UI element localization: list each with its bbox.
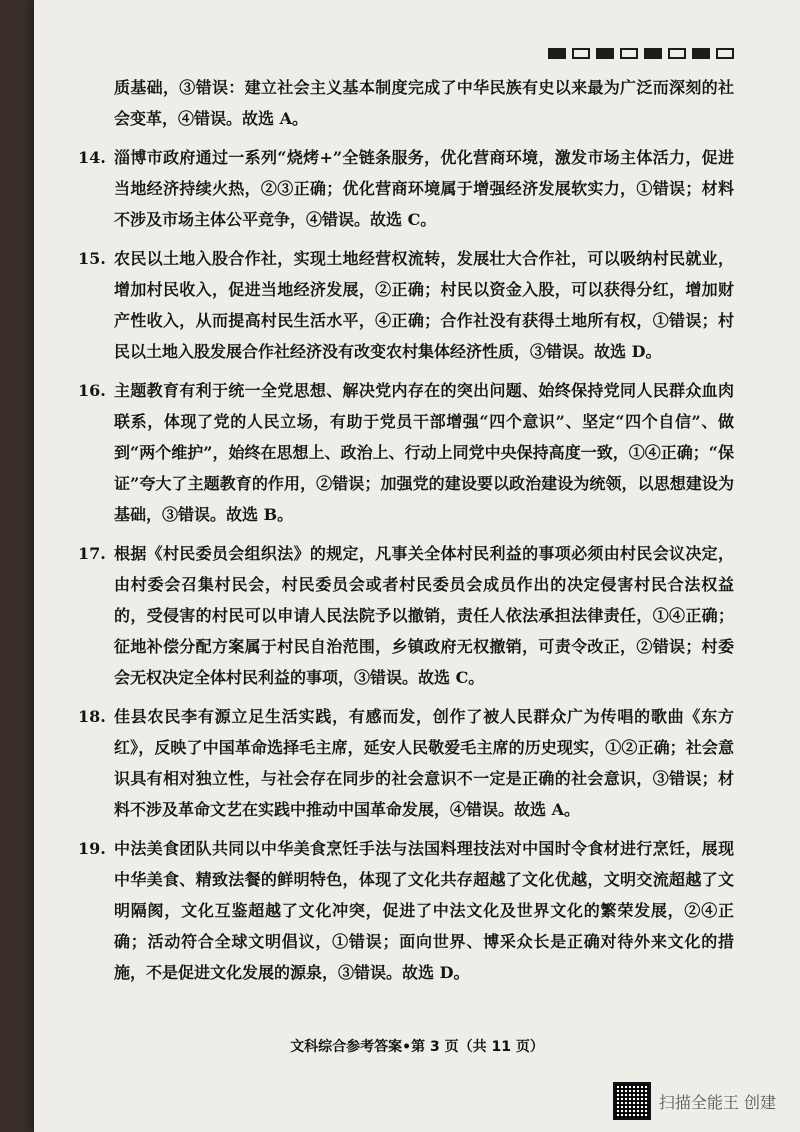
answer-sheet-page <box>34 0 800 1132</box>
scanner-watermark <box>613 1082 776 1120</box>
footer-title: 文科综合参考答案 <box>290 1039 403 1055</box>
answer-item-19 <box>78 833 734 988</box>
page-footer <box>34 1036 800 1056</box>
question-number: 16. <box>78 381 106 400</box>
alignment-marks <box>548 48 734 59</box>
alignment-mark <box>644 48 662 59</box>
alignment-mark <box>692 48 710 59</box>
alignment-mark <box>548 48 566 59</box>
alignment-mark <box>572 48 590 59</box>
answer-item-14 <box>78 142 734 235</box>
footer-separator: • <box>402 1039 412 1055</box>
alignment-mark <box>716 48 734 59</box>
question-number: 19. <box>78 839 106 858</box>
question-number: 14. <box>78 148 106 167</box>
qr-code-icon <box>613 1082 651 1120</box>
answer-text: 质基础，③错误：建立社会主义基本制度完成了中华民族有史以来最为广泛而深刻的社会变革，④错误。故选 A。 <box>114 78 734 128</box>
scanner-watermark-text: 扫描全能王 创建 <box>658 1092 776 1112</box>
answer-item-17 <box>78 538 734 693</box>
answer-list <box>78 72 734 988</box>
answer-text: 根据《村民委员会组织法》的规定，凡事关全体村民利益的事项必须由村民会议决定，由村委会召集村民会，村民委员会或者村民委员会成员作出的决定侵害村民合法权益的，受侵害的村民可以申请人民法院予以撤销，责任人依法承担法律责任，①④正确；征地补偿分配方案属于村民自治范围，乡镇政府无权撤销，可责令改正，②错误；村委会无权决定全体村民利益的事项，③错误。故选 C。 <box>114 544 734 687</box>
alignment-mark <box>620 48 638 59</box>
answer-item-15 <box>78 243 734 367</box>
answer-text: 主题教育有利于统一全党思想、解决党内存在的突出问题、始终保持党同人民群众血肉联系，体现了党的人民立场，有助于党员干部增强“四个意识”、坚定“四个自信”、做到“两个维护”，始终在思想上、政治上、行动上同党中央保持高度一致，①④正确；“保证”夸大了主题教育的作用，②错误；加强党的建设要以政治建设为统领，以思想建设为基础，③错误。故选 B。 <box>114 381 734 524</box>
alignment-mark <box>596 48 614 59</box>
footer-page-number: 第 3 页（共 11 页） <box>411 1039 544 1055</box>
alignment-mark <box>668 48 686 59</box>
answer-item-16 <box>78 375 734 530</box>
question-number: 15. <box>78 249 106 268</box>
answer-text: 中法美食团队共同以中华美食烹饪手法与法国料理技法对中国时令食材进行烹饪，展现中华美食、精致法餐的鲜明特色，体现了文化共存超越了文化优越，文明交流超越了文明隔阂，文化互鉴超越了文化冲突，促进了中法文化及世界文化的繁荣发展，②④正确；活动符合全球文明倡议，①错误；面向世界、博采众长是正确对待外来文化的措施，不是促进文化发展的源泉，③错误。故选 D。 <box>114 839 734 982</box>
question-number: 17. <box>78 544 106 563</box>
answer-item-13-continued <box>114 72 734 134</box>
answer-text: 农民以土地入股合作社，实现土地经营权流转，发展壮大合作社，可以吸纳村民就业，增加村民收入，促进当地经济发展，②正确；村民以资金入股，可以获得分红，增加财产性收入，从而提高村民生活水平，④正确；合作社没有获得土地所有权，①错误；村民以土地入股发展合作社经济没有改变农村集体经济性质，③错误。故选 D。 <box>114 249 734 361</box>
answer-text: 淄博市政府通过一系列“烧烤+”全链条服务，优化营商环境，激发市场主体活力，促进当地经济持续火热，②③正确；优化营商环境属于增强经济发展软实力，①错误；材料不涉及市场主体公平竞争，④错误。故选 C。 <box>114 148 734 229</box>
question-number: 18. <box>78 707 106 726</box>
answer-text: 佳县农民李有源立足生活实践，有感而发，创作了被人民群众广为传唱的歌曲《东方红》，反映了中国革命选择毛主席，延安人民敬爱毛主席的历史现实，①②正确；社会意识具有相对独立性，与社会存在同步的社会意识不一定是正确的社会意识，③错误；材料不涉及革命文艺在实践中推动中国革命发展，④错误。故选 A。 <box>114 707 734 819</box>
answer-item-18 <box>78 701 734 825</box>
